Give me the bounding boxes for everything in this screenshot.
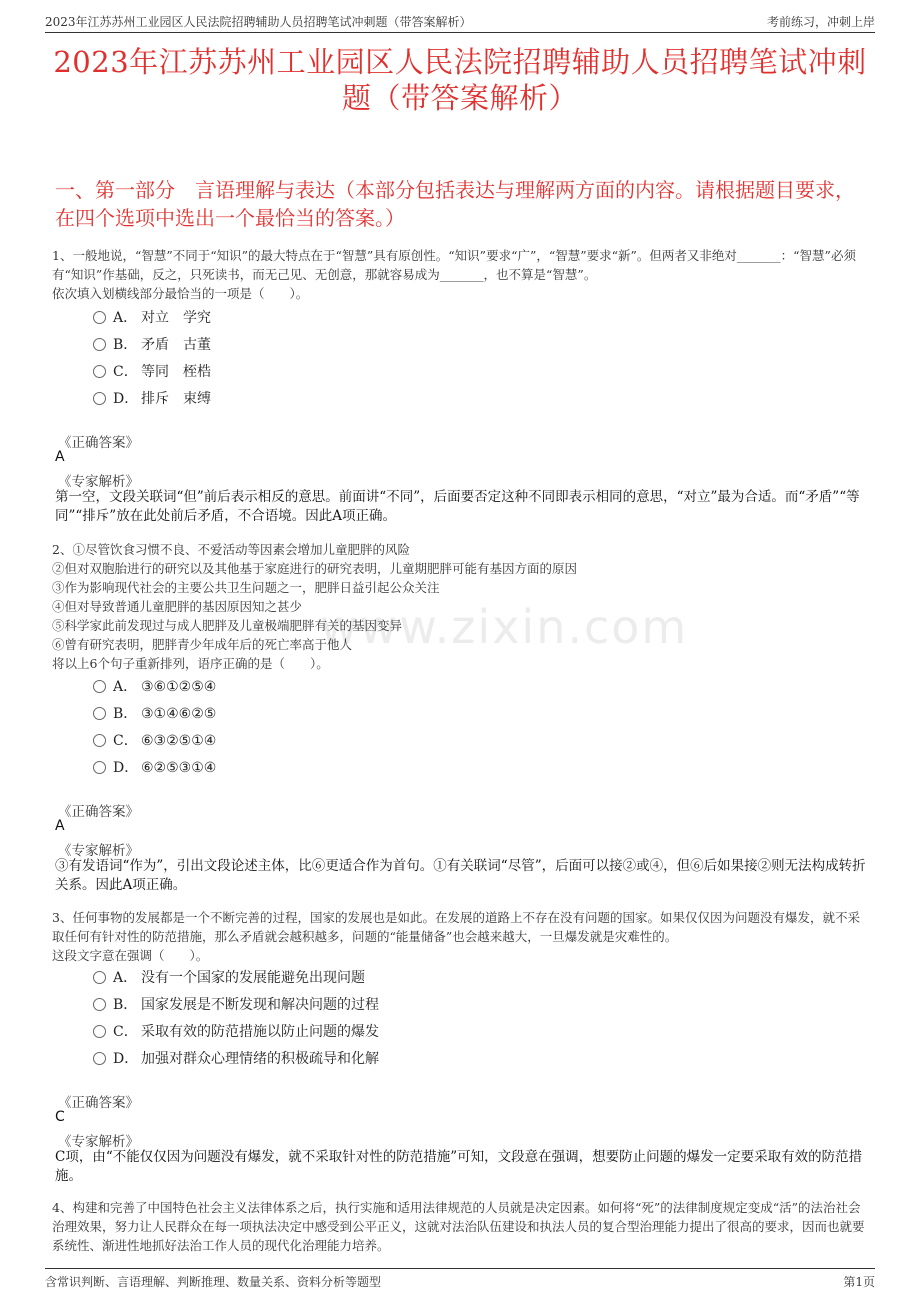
- answer-label: 《正确答案》: [58, 435, 139, 451]
- radio-icon[interactable]: [93, 311, 106, 324]
- stem-line: 3、任何事物的发展都是一个不断完善的过程，国家的发展也是如此。在发展的道路上不存在没有问题的国家。如果仅仅因为问题没有爆发，就不采取任何有针对性的防范措施，那么矛盾就会越积越多，问题的“能量储备”也会越来越大，一旦爆发就是灾难性的。: [52, 910, 860, 944]
- option-letter: A．: [113, 679, 138, 695]
- option-letter: B．: [113, 337, 138, 353]
- explanation-text: C项，由“不能仅仅因为问题没有爆发，就不采取针对性的防范措施”可知，文段意在强调，想要防止问题的爆发一定要采取有效的防范措施。: [55, 1149, 863, 1184]
- question-3-option-a[interactable]: [93, 968, 365, 988]
- stem-line: 依次填入划横线部分最恰当的一项是（ ）。: [52, 286, 309, 301]
- option-text: 对立 学究: [141, 310, 211, 326]
- option-text: 加强对群众心理情绪的积极疏导和化解: [141, 1051, 379, 1067]
- question-2-stem: [52, 540, 872, 673]
- radio-icon[interactable]: [93, 761, 106, 774]
- page-number: 第1页: [843, 1275, 875, 1289]
- explanation-label: 《专家解析》: [58, 1134, 139, 1150]
- question-3-option-b[interactable]: [93, 995, 379, 1015]
- option-letter: D．: [113, 1051, 139, 1067]
- question-1-option-c[interactable]: [93, 362, 211, 382]
- radio-icon[interactable]: [93, 392, 106, 405]
- option-letter: C．: [113, 1024, 138, 1040]
- header-doc-title: 2023年江苏苏州工业园区人民法院招聘辅助人员招聘笔试冲刺题（带答案解析）: [45, 15, 472, 29]
- question-1-stem: [52, 246, 872, 303]
- radio-icon[interactable]: [93, 1052, 106, 1065]
- option-text: 排斥 束缚: [141, 391, 211, 407]
- radio-icon[interactable]: [93, 707, 106, 720]
- question-2-option-c[interactable]: [93, 731, 216, 751]
- stem-line: ⑥曾有研究表明，肥胖青少年成年后的死亡率高于他人: [52, 637, 353, 652]
- stem-line: 将以上6个句子重新排列，语序正确的是（ ）。: [52, 656, 329, 671]
- option-text: ③⑥①②⑤④: [141, 679, 217, 695]
- option-text: 采取有效的防范措施以防止问题的爆发: [141, 1024, 379, 1040]
- radio-icon[interactable]: [93, 365, 106, 378]
- question-2-option-b[interactable]: [93, 704, 216, 724]
- document-title: 2023年江苏苏州工业园区人民法院招聘辅助人员招聘笔试冲刺题（带答案解析）: [53, 45, 867, 115]
- question-1-option-a[interactable]: [93, 308, 211, 328]
- option-text: ③①④⑥②⑤: [141, 706, 217, 722]
- stem-line: 1、一般地说，“智慧”不同于“知识”的最大特点在于“智慧”具有原创性。“知识”要求“广”，“智慧”要求“新”。但两者又非绝对_______：“智慧”必须有“知识”作基础，反之，只死读书，而无己见、无创意，那就容易成为_______，也不算是“智慧”。: [52, 248, 856, 282]
- section-heading: 一、第一部分 言语理解与表达（本部分包括表达与理解两方面的内容。请根据题目要求，在四个选项中选出一个最恰当的答案。）: [55, 178, 855, 230]
- option-text: 等同 桎梏: [141, 364, 211, 380]
- stem-line: ④但对导致普通儿童肥胖的基因原因知之甚少: [52, 599, 303, 614]
- option-text: ⑥②⑤③①④: [141, 760, 217, 776]
- option-text: 矛盾 古董: [141, 337, 211, 353]
- option-letter: D．: [113, 391, 139, 407]
- option-letter: C．: [113, 364, 138, 380]
- option-text: 国家发展是不断发现和解决问题的过程: [141, 997, 379, 1013]
- radio-icon[interactable]: [93, 971, 106, 984]
- question-3-option-d[interactable]: [93, 1049, 379, 1069]
- answer-label: 《正确答案》: [58, 804, 139, 820]
- option-letter: A．: [113, 970, 138, 986]
- stem-line: 这段文字意在强调（ ）。: [52, 948, 209, 963]
- stem-line: ②但对双胞胎进行的研究以及其他基于家庭进行的研究表明，儿童期肥胖可能有基因方面的原因: [52, 561, 578, 576]
- explanation-text: 第一空，文段关联词“但”前后表示相反的意思。前面讲“不同”，后面要否定这种不同即表示相同的意思，“对立”最为合适。而“矛盾”“等同”“排斥”放在此处前后矛盾，不合语境。因此A项正确。: [55, 489, 860, 524]
- option-letter: A．: [113, 310, 138, 326]
- explanation-label: 《专家解析》: [58, 843, 139, 859]
- question-3-stem: [52, 908, 872, 965]
- option-letter: C．: [113, 733, 138, 749]
- radio-icon[interactable]: [93, 1025, 106, 1038]
- radio-icon[interactable]: [93, 680, 106, 693]
- option-letter: B．: [113, 997, 138, 1013]
- explanation-label: 《专家解析》: [58, 474, 139, 490]
- stem-line: ③作为影响现代社会的主要公共卫生问题之一，肥胖日益引起公众关注: [52, 580, 440, 595]
- radio-icon[interactable]: [93, 998, 106, 1011]
- question-1-option-d[interactable]: [93, 389, 211, 409]
- question-2-option-a[interactable]: [93, 677, 216, 697]
- answer-value: A: [55, 818, 65, 834]
- page-footer: [45, 1268, 875, 1291]
- page-header: [45, 10, 875, 33]
- header-slogan: 考前练习，冲刺上岸: [766, 15, 875, 29]
- stem-line: 4、构建和完善了中国特色社会主义法律体系之后，执行实施和适用法律规范的人员就是决定因素。如何将“死”的法律制度规定变成“活”的法治社会治理效果，努力让人民群众在每一项执法决定中感受到公平正义，这就对法治队伍建设和执法人员的复合型治理能力提出了很高的要求，因而也就要系统性、渐进性地抓好法治工作人员的现代化治理能力培养。: [52, 1200, 865, 1253]
- option-letter: D．: [113, 760, 139, 776]
- question-3-option-c[interactable]: [93, 1022, 379, 1042]
- footer-topics: 含常识判断、言语理解、判断推理、数量关系、资料分析等题型: [45, 1275, 382, 1289]
- answer-label: 《正确答案》: [58, 1095, 139, 1111]
- answer-value: C: [55, 1109, 65, 1125]
- stem-line: ⑤科学家此前发现过与成人肥胖及儿童极端肥胖有关的基因变异: [52, 618, 403, 633]
- explanation-text: ③有发语词“作为”，引出文段论述主体，比⑥更适合作为首句。①有关联词“尽管”，后面可以接②或④，但⑥后如果接②则无法构成转折关系。因此A项正确。: [55, 858, 866, 893]
- question-2-option-d[interactable]: [93, 758, 216, 778]
- option-text: ⑥③②⑤①④: [141, 733, 217, 749]
- question-1-option-b[interactable]: [93, 335, 211, 355]
- radio-icon[interactable]: [93, 338, 106, 351]
- stem-line: 2、①尽管饮食习惯不良、不爱活动等因素会增加儿童肥胖的风险: [52, 542, 410, 557]
- question-4-stem: [52, 1198, 872, 1255]
- option-letter: B．: [113, 706, 138, 722]
- option-text: 没有一个国家的发展能避免出现问题: [141, 970, 365, 986]
- answer-value: A: [55, 449, 65, 465]
- watermark: www.zixin.com: [320, 600, 689, 654]
- radio-icon[interactable]: [93, 734, 106, 747]
